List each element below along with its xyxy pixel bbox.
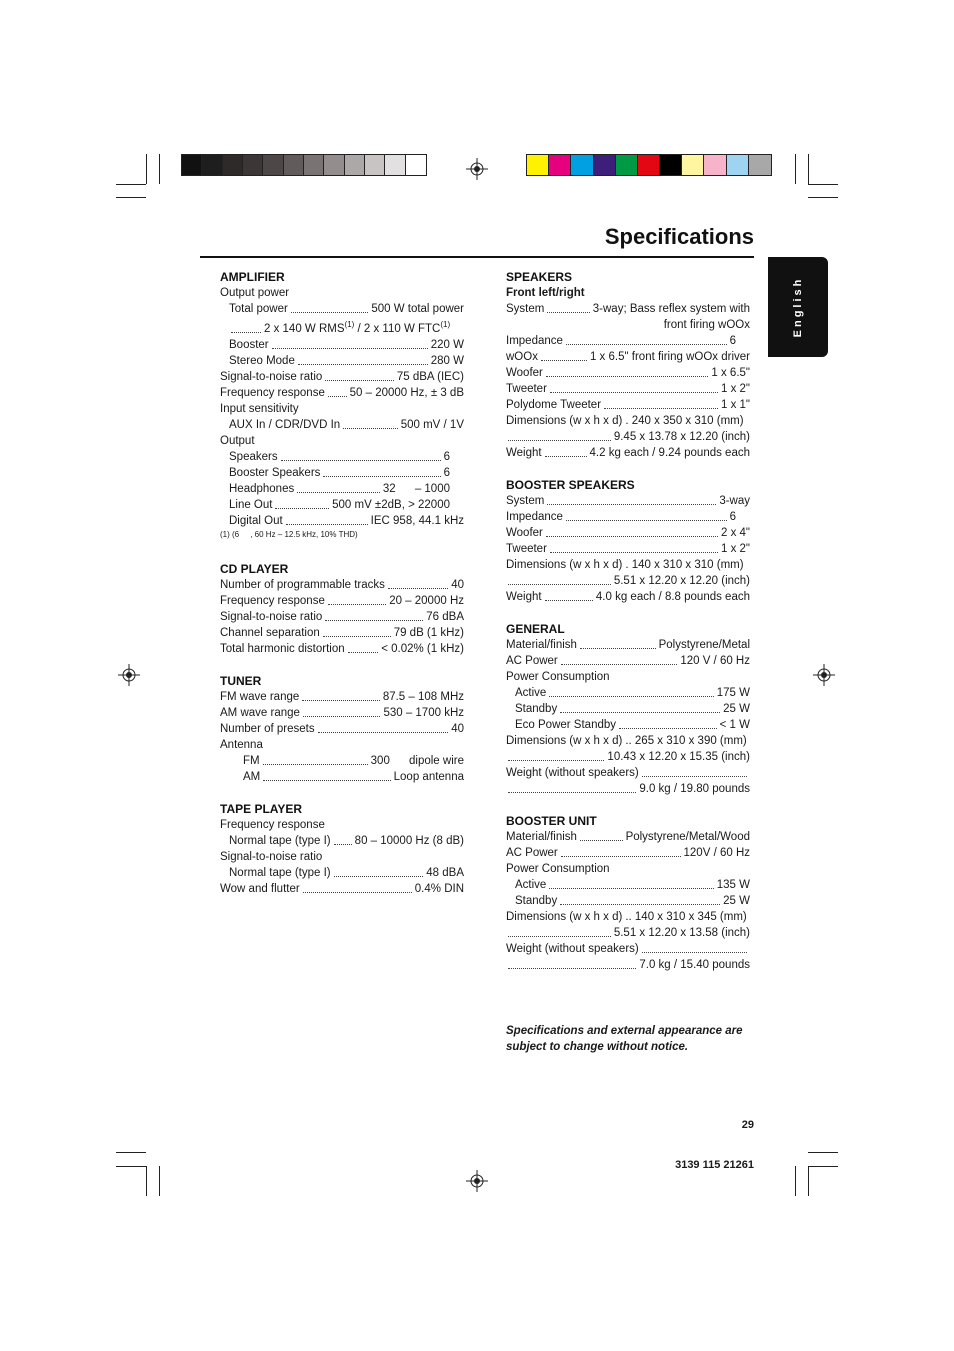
spec-row: Dimensions (w x h x d) .. 140 x 310 x 345 (mm) [506, 911, 747, 923]
speakers-subtitle: Front left/right [506, 287, 585, 299]
spec-row: Channel separation 79 dB (1 kHz) [220, 626, 464, 639]
spec-row: Dimensions (w x h x d) . 140 x 310 x 310 (mm) [506, 559, 744, 571]
spec-heading: Frequency response [220, 818, 325, 831]
spec-row: Total harmonic distortion < 0.02% (1 kHz) [220, 642, 464, 655]
spec-row: Frequency response 50 – 20000 Hz, ± 3 dB [220, 386, 464, 399]
calibration-swatch [638, 155, 660, 175]
spec-row: Total power 500 W total power [229, 303, 464, 315]
crop-mark [808, 184, 838, 185]
calibration-swatch [284, 155, 304, 175]
spec-heading: Power Consumption [506, 863, 610, 875]
spec-row: AUX In / CDR/DVD In 500 mV / 1V [229, 418, 464, 431]
calibration-swatch [549, 155, 571, 175]
spec-row: Line Out 500 mV ±2dB, > 22000 [229, 498, 450, 511]
spec-heading: Output power [220, 287, 290, 299]
spec-heading: Signal-to-noise ratio [220, 850, 323, 863]
crop-mark [116, 184, 146, 185]
spec-row: Normal tape (type I) 48 dBA [229, 866, 464, 879]
spec-row: 10.43 x 12.20 x 15.35 (inch) [506, 749, 750, 765]
crop-mark [808, 197, 838, 198]
spec-row: FM wave range 87.5 – 108 MHz [220, 690, 464, 703]
spec-row: Frequency response 20 – 20000 Hz [220, 594, 464, 607]
spec-row: System 3-way; Bass reflex system with [506, 303, 750, 315]
calibration-swatch [571, 155, 593, 175]
crop-mark [159, 154, 160, 184]
spec-row: Dimensions (w x h x d) . 240 x 350 x 310 (mm) [506, 415, 744, 427]
calibration-swatch [263, 155, 283, 175]
calibration-swatch [324, 155, 344, 175]
footnote: (1) (6 , 60 Hz – 12.5 kHz, 10% THD) [220, 529, 358, 539]
cd-player-title: CD PLAYER [220, 561, 289, 576]
crop-mark [808, 154, 809, 184]
spec-row: AM Loop antenna [243, 770, 464, 783]
crop-mark [795, 154, 796, 184]
spec-row: 5.51 x 12.20 x 13.58 (inch) [506, 925, 750, 941]
calibration-swatch [749, 155, 771, 175]
registration-mark-icon [466, 1170, 488, 1192]
general-title: GENERAL [506, 622, 565, 636]
calibration-swatch [385, 155, 405, 175]
spec-row: Signal-to-noise ratio 75 dBA (IEC) [220, 370, 464, 383]
crop-mark [146, 154, 147, 184]
registration-mark-icon [466, 158, 488, 180]
spec-row: Weight 4.2 kg each / 9.24 pounds each [506, 447, 750, 459]
spec-row: Active 135 W [515, 879, 750, 891]
left-column [220, 269, 464, 897]
spec-row: Tweeter 1 x 2" [506, 383, 750, 395]
spec-row: System 3-way [506, 495, 750, 507]
spec-row: 2 x 140 W RMS$^{(1)}$ / 2 x 110 W FTC$^{(1)}$ [220, 317, 464, 337]
calibration-swatch [202, 155, 222, 175]
registration-mark-icon [118, 664, 140, 686]
tape-player-title: TAPE PLAYER [220, 801, 303, 816]
spec-row: Standby 25 W [515, 703, 750, 715]
crop-mark [808, 1166, 838, 1167]
spec-row: Signal-to-noise ratio 76 dBA [220, 610, 464, 623]
spec-row: 7.0 kg / 15.40 pounds [506, 957, 750, 973]
spec-row: Stereo Mode 280 W [229, 354, 464, 367]
booster-speakers-title: BOOSTER SPEAKERS [506, 478, 635, 492]
spec-row: Number of programmable tracks 40 [220, 578, 464, 591]
language-tab-label: English [792, 276, 804, 338]
crop-mark [116, 1166, 146, 1167]
booster-unit-title: BOOSTER UNIT [506, 814, 597, 828]
spec-row: 9.45 x 13.78 x 12.20 (inch) [506, 429, 750, 445]
calibration-swatch [616, 155, 638, 175]
page-number: 29 [741, 1119, 754, 1131]
spec-row: Wow and flutter 0.4% DIN [220, 882, 464, 895]
spec-row: Weight 4.0 kg each / 8.8 pounds each [506, 591, 750, 603]
spec-row: Speakers 6 [229, 450, 450, 463]
crop-mark [808, 1152, 838, 1153]
amplifier-title: AMPLIFIER [220, 270, 285, 284]
calibration-swatch [594, 155, 616, 175]
spec-row: FM 300 dipole wire [243, 754, 464, 767]
spec-heading: Antenna [220, 738, 263, 751]
spec-row: 9.0 kg / 19.80 pounds [506, 781, 750, 797]
spec-row: Weight (without speakers) [506, 941, 750, 957]
calibration-swatch [304, 155, 324, 175]
crop-mark [146, 1166, 147, 1196]
spec-row: AC Power 120V / 60 Hz [506, 847, 750, 859]
spec-row: Standby 25 W [515, 895, 750, 907]
spec-row: Weight (without speakers) [506, 765, 750, 781]
document-code: 3139 115 21261 [675, 1159, 754, 1171]
spec-row: Dimensions (w x h x d) .. 265 x 310 x 390 (mm) [506, 735, 747, 747]
right-column [506, 269, 750, 973]
crop-mark [159, 1166, 160, 1196]
spec-row: Number of presets 40 [220, 722, 464, 735]
calibration-swatch [660, 155, 682, 175]
title-rule [200, 256, 754, 258]
speakers-title: SPEAKERS [506, 270, 573, 284]
spec-row: Headphones 32 – 1000 [229, 482, 450, 495]
spec-row: Digital Out IEC 958, 44.1 kHz [229, 514, 464, 527]
spec-row: AC Power 120 V / 60 Hz [506, 655, 750, 667]
spec-row: Tweeter 1 x 2" [506, 543, 750, 555]
crop-mark [808, 1166, 809, 1196]
spec-heading: Power Consumption [506, 671, 610, 683]
spec-row: Material/finish Polystyrene/Metal/Wood [506, 831, 750, 843]
spec-heading: Output [220, 434, 255, 447]
calibration-swatch [243, 155, 263, 175]
gray-calibration-bar [181, 154, 427, 176]
spec-row: 5.51 x 12.20 x 12.20 (inch) [506, 573, 750, 589]
spec-heading: Input sensitivity [220, 402, 299, 415]
calibration-swatch [704, 155, 726, 175]
spec-row: Booster 220 W [229, 338, 464, 351]
spec-continued: front firing wOOx [663, 319, 750, 331]
spec-row: Booster Speakers 6 [229, 466, 450, 479]
spec-row: wOOx 1 x 6.5" front firing wOOx driver [506, 351, 750, 363]
color-calibration-bar [526, 154, 772, 176]
crop-mark [116, 197, 146, 198]
spec-row: AM wave range 530 – 1700 kHz [220, 706, 464, 719]
calibration-swatch [727, 155, 749, 175]
spec-row: Active 175 W [515, 687, 750, 699]
spec-row: Impedance 6 [506, 335, 736, 347]
calibration-swatch [365, 155, 385, 175]
crop-mark [116, 1152, 146, 1153]
spec-row: Material/finish Polystyrene/Metal [506, 639, 750, 651]
change-notice: Specifications and external appearance are subject to change without notice. [506, 1025, 743, 1053]
calibration-swatch [182, 155, 202, 175]
calibration-swatch [406, 155, 426, 175]
calibration-swatch [527, 155, 549, 175]
language-tab [768, 257, 828, 357]
spec-row: Impedance 6 [506, 511, 736, 523]
spec-row: Woofer 1 x 6.5" [506, 367, 750, 379]
registration-mark-icon [813, 664, 835, 686]
calibration-swatch [682, 155, 704, 175]
tuner-title: TUNER [220, 673, 262, 688]
crop-mark [795, 1166, 796, 1196]
spec-row: Woofer 2 x 4" [506, 527, 750, 539]
page-title: Specifications [604, 224, 754, 249]
calibration-swatch [223, 155, 243, 175]
spec-row: Eco Power Standby < 1 W [515, 719, 750, 731]
spec-row: Normal tape (type I) 80 – 10000 Hz (8 dB) [229, 834, 464, 847]
calibration-swatch [345, 155, 365, 175]
spec-row: Polydome Tweeter 1 x 1" [506, 399, 750, 411]
